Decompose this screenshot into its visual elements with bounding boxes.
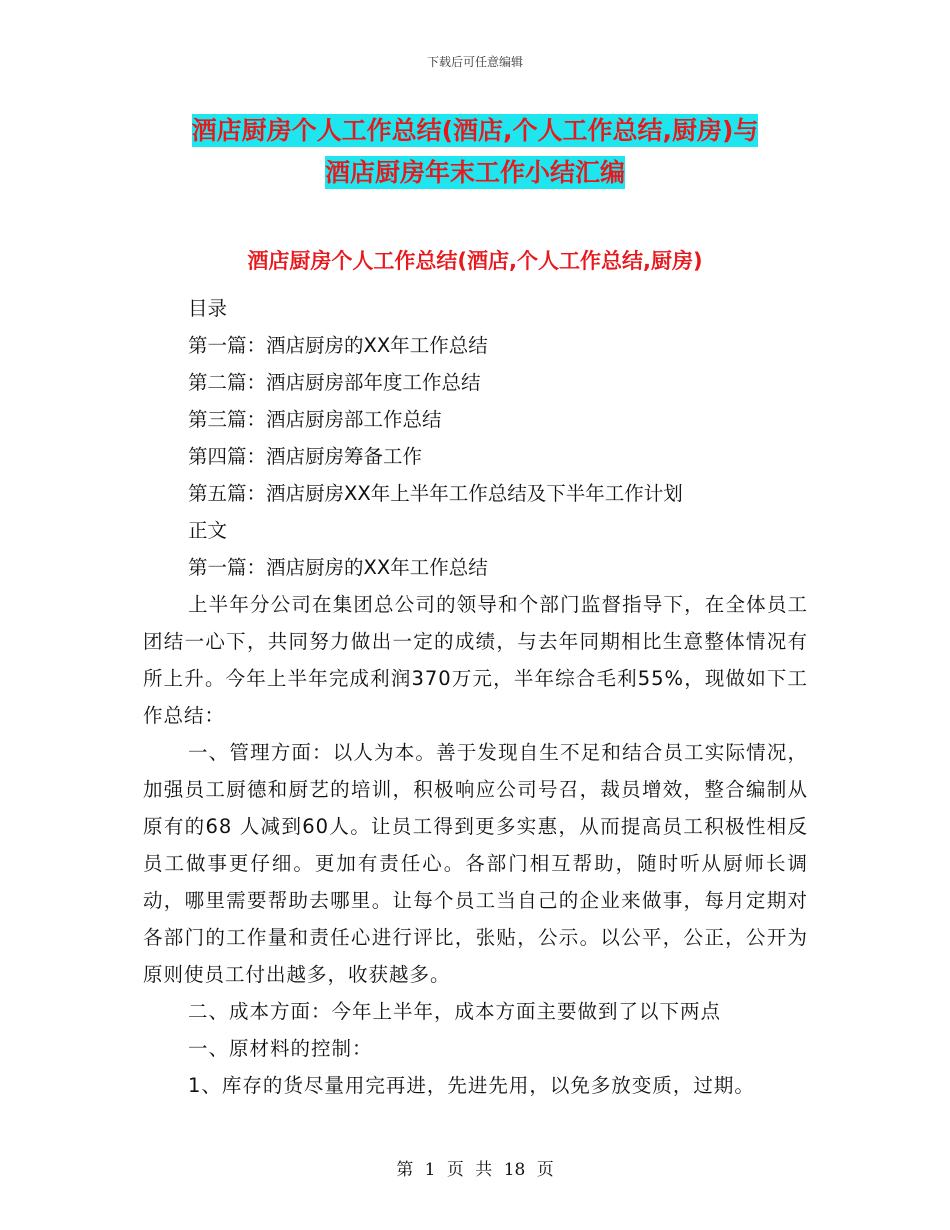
paragraph: 一、原材料的控制：	[188, 1037, 373, 1060]
main-title-line2: 酒店厨房年末工作小结汇编	[324, 158, 625, 187]
main-title	[0, 110, 950, 194]
body-label: 正文	[188, 519, 228, 542]
toc-item: 第二篇：酒店厨房部年度工作总结	[188, 371, 481, 394]
toc-item: 第一篇：酒店厨房的XX年工作总结	[188, 334, 488, 357]
header-note: 下载后可任意编辑	[426, 55, 523, 69]
paragraph: 上半年分公司在集团总公司的领导和个部门监督指导下，在全体员工团结一心下，共同努力做出一定的成绩，与去年同期相比生意整体情况有所上升。今年上半年完成利润370万元，半年综合毛利55%，现做如下工作总结：	[143, 593, 808, 727]
paragraph: 一、管理方面：以人为本。善于发现自生不足和结合员工实际情况，加强员工厨德和厨艺的培训，积极响应公司号召，裁员增效，整合编制从原有的68 人减到60人。让员工得到更多实惠，从而提高员工积极性相反员工做事更仔细。更加有责任心。各部门相互帮助，随时听从厨师长调动，哪里需要帮助去哪里。让每个员工当自己的企业来做事，每月定期对各部门的工作量和责任心进行评比，张贴，公示。以公平，公正，公开为原则使员工付出越多，收获越多。	[143, 741, 808, 986]
toc-label: 目录	[188, 297, 228, 320]
sub-title: 酒店厨房个人工作总结(酒店,个人工作总结,厨房)	[247, 249, 703, 273]
paragraph: 二、成本方面：今年上半年，成本方面主要做到了以下两点	[188, 1000, 722, 1023]
document-body	[143, 290, 808, 1104]
toc-item: 第五篇：酒店厨房XX年上半年工作总结及下半年工作计划	[188, 482, 683, 505]
main-title-line1: 酒店厨房个人工作总结(酒店,个人工作总结,厨房)与	[191, 116, 759, 145]
paragraph: 1、库存的货尽量用完再进，先进先用，以免多放变质，过期。	[188, 1074, 755, 1097]
page-footer: 第 1 页 共 18 页	[396, 1160, 554, 1180]
section-heading: 第一篇：酒店厨房的XX年工作总结	[188, 556, 488, 579]
toc-item: 第三篇：酒店厨房部工作总结	[188, 408, 442, 431]
toc-item: 第四篇：酒店厨房筹备工作	[188, 445, 423, 468]
